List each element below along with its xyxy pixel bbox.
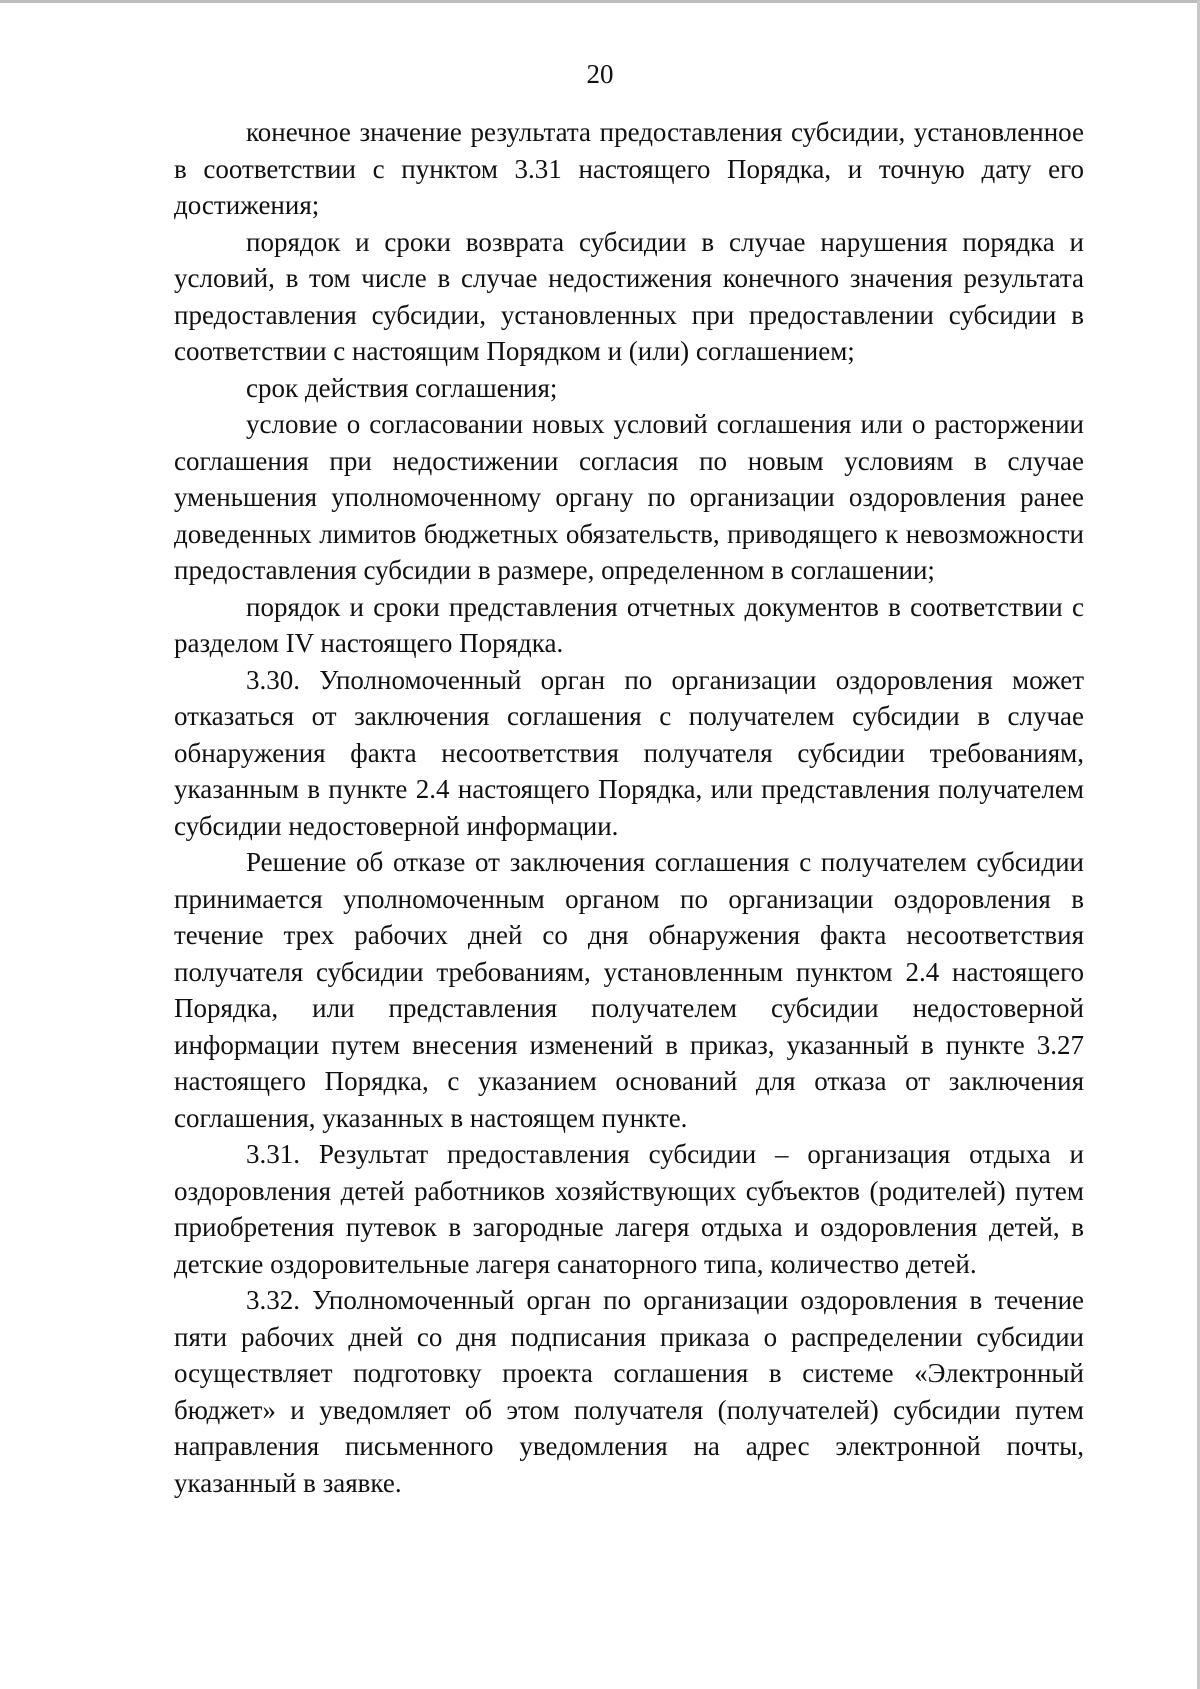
paragraph-clause-3-31: 3.31. Результат предоставления субсидии – организация отдыха и оздоровления детей работников хозяйствующих субъектов (родителей) путем приобретения путевок в загородные лагеря отдыха и оздоровления детей, в детские оздоровительные лагеря санаторного типа, количество детей. — [174, 1139, 1084, 1279]
document-body — [174, 114, 1084, 1501]
paragraph-final-result-value: конечное значение результата предоставления субсидии, установленное в соответствии с пунктом 3.31 настоящего Порядка, и точную дату его достижения; — [174, 117, 1084, 220]
page-number: 20 — [586, 59, 614, 89]
paragraph-refund-procedure: порядок и сроки возврата субсидии в случае нарушения порядка и условий, в том числе в случае недостижения конечного значения результата предоставления субсидии, установленных при предоставлении субсидии в соответствии с настоящим Порядком и (или) соглашением; — [174, 226, 1084, 366]
paragraph-reporting-documents: порядок и сроки представления отчетных документов в соответствии с разделом IV настоящего Порядка. — [174, 591, 1084, 658]
paragraph-agreement-term: срок действия соглашения; — [246, 372, 558, 403]
paragraph-refusal-decision: Решение об отказе от заключения соглашения с получателем субсидии принимается уполномоченным органом по организации оздоровления в течение трех рабочих дней со дня обнаружения факта несоответствия получателя субсидии требованиям, установленным пунктом 2.4 настоящего Порядка, или представления получателем субсидии недостоверной информации путем внесения изменений в приказ, указанный в пункте 3.27 настоящего Порядка, с указанием оснований для отказа от заключения соглашения, указанных в настоящем пункте. — [174, 847, 1084, 1133]
paragraph-clause-3-32: 3.32. Уполномоченный орган по организации оздоровления в течение пяти рабочих дней со дня подписания приказа о распределении субсидии осуществляет подготовку проекта соглашения в системе «Электронный бюджет» и уведомляет об этом получателя (получателей) субсидии путем направления письменного уведомления на адрес электронной почты, указанный в заявке. — [174, 1285, 1084, 1498]
paragraph-new-conditions: условие о согласовании новых условий соглашения или о расторжении соглашения при недостижении согласия по новым условиям в случае уменьшения уполномоченному органу по организации оздоровления ранее доведенных лимитов бюджетных обязательств, приводящего к невозможности предоставления субсидии в размере, определенном в соглашении; — [174, 409, 1084, 585]
scan-edge-top — [0, 0, 1200, 3]
paragraph-clause-3-30: 3.30. Уполномоченный орган по организации оздоровления может отказаться от заключения соглашения с получателем субсидии в случае обнаружения факта несоответствия получателя субсидии требованиям, указанным в пункте 2.4 настоящего Порядка, или представления получателем субсидии недостоверной информации. — [174, 664, 1084, 841]
